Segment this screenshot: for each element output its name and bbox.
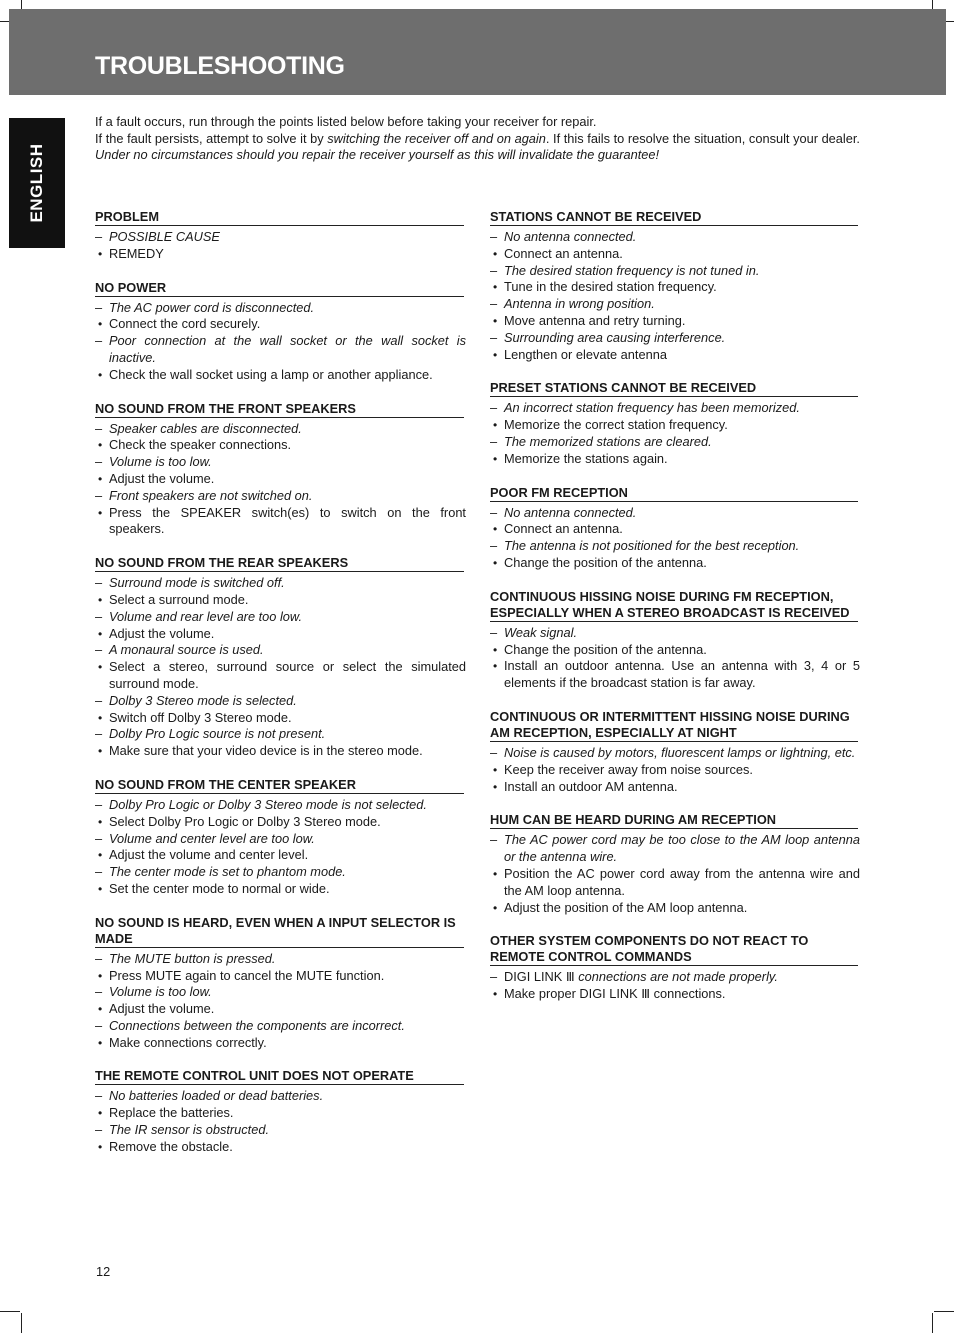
possible-cause — [95, 831, 466, 848]
troubleshoot-section — [95, 280, 466, 384]
bullet-marker: • — [493, 987, 498, 1002]
dash-marker: – — [490, 229, 498, 244]
possible-cause — [95, 693, 466, 710]
dash-marker: – — [95, 1088, 103, 1104]
dash-marker: – — [490, 832, 498, 848]
possible-cause — [490, 625, 860, 642]
bullet-marker: • — [98, 592, 103, 607]
bullet-marker: • — [98, 505, 103, 520]
cause-prefix: DIGI LINK Ⅲ — [504, 969, 575, 985]
possible-cause — [95, 864, 466, 881]
dash-marker: – — [490, 744, 498, 760]
remedy-item — [95, 316, 466, 333]
bullet-marker: • — [493, 659, 498, 674]
item-text: Surrounding area causing interference. — [504, 329, 726, 345]
right-column — [490, 209, 860, 1020]
section-title: HUM CAN BE HEARD DURING AM RECEPTION — [490, 812, 858, 829]
possible-cause — [95, 575, 466, 592]
troubleshoot-section — [490, 380, 860, 467]
remedy-item — [95, 471, 466, 488]
page-number: 12 — [96, 1264, 111, 1279]
bullet-marker: • — [98, 1106, 103, 1121]
section-title: NO SOUND FROM THE FRONT SPEAKERS — [95, 401, 464, 418]
item-text: Connect the cord securely. — [109, 316, 261, 332]
dash-marker: – — [95, 454, 103, 470]
bullet-marker: • — [493, 779, 498, 794]
item-text: Volume and center level are too low. — [109, 830, 315, 846]
dash-marker: – — [95, 692, 103, 708]
bullet-marker: • — [493, 522, 498, 537]
intro-line-2 — [95, 131, 860, 164]
dash-marker: – — [95, 487, 103, 503]
possible-cause — [95, 333, 466, 367]
item-text: Select a stereo, surround source or select the simulated surround mode. — [109, 659, 466, 691]
dash-marker: – — [95, 1017, 103, 1033]
remedy-item — [95, 1035, 466, 1052]
item-text: No antenna connected. — [504, 504, 637, 520]
possible-cause — [490, 400, 860, 417]
possible-cause — [95, 984, 466, 1001]
remedy-item — [95, 1139, 466, 1156]
section-title: NO SOUND FROM THE REAR SPEAKERS — [95, 555, 464, 572]
troubleshoot-section — [490, 709, 860, 795]
dash-marker: – — [490, 296, 498, 312]
remedy-item — [490, 658, 860, 692]
item-text: Remove the obstacle. — [109, 1138, 233, 1154]
remedy-item — [95, 505, 466, 539]
bullet-marker: • — [98, 438, 103, 453]
remedy-item — [490, 642, 860, 659]
bullet-marker: • — [493, 280, 498, 295]
item-text: Dolby Pro Logic or Dolby 3 Stereo mode is not selected. — [109, 796, 427, 812]
remedy-item — [490, 417, 860, 434]
troubleshoot-section — [490, 589, 860, 692]
dash-marker: – — [95, 420, 103, 436]
dash-marker: – — [490, 262, 498, 278]
dash-marker: – — [490, 624, 498, 640]
item-text: An incorrect station frequency has been memorized. — [504, 400, 800, 416]
section-title: PROBLEM — [95, 209, 464, 226]
item-text: Memorize the stations again. — [504, 450, 668, 466]
troubleshoot-section — [95, 915, 466, 1052]
bullet-marker: • — [98, 814, 103, 829]
dash-marker: – — [95, 1122, 103, 1138]
possible-cause — [490, 296, 860, 313]
remedy-item — [95, 437, 466, 454]
troubleshoot-section — [490, 933, 860, 1003]
remedy-item — [95, 367, 466, 384]
item-text: The desired station frequency is not tuned in. — [504, 262, 760, 278]
item-text: Press MUTE again to cancel the MUTE function. — [109, 967, 385, 983]
item-text: The IR sensor is obstructed. — [109, 1122, 270, 1138]
dash-marker: – — [95, 333, 103, 349]
item-text: Dolby 3 Stereo mode is selected. — [109, 692, 297, 708]
item-text: Weak signal. — [504, 624, 578, 640]
section-title: OTHER SYSTEM COMPONENTS DO NOT REACT TO REMOTE CONTROL COMMANDS — [490, 933, 858, 966]
item-text: Select a surround mode. — [109, 591, 249, 607]
intro-text — [95, 114, 860, 164]
possible-cause — [490, 745, 860, 762]
language-tab-label: ENGLISH — [27, 143, 46, 223]
item-text: Poor connection at the wall socket or the wall socket is inactive. — [109, 333, 466, 365]
item-text: Make connections correctly. — [109, 1034, 267, 1050]
remedy-item — [95, 246, 466, 263]
item-text: Replace the batteries. — [109, 1105, 234, 1121]
crop-mark — [21, 1313, 22, 1333]
bullet-marker: • — [493, 555, 498, 570]
remedy-item — [95, 881, 466, 898]
item-text: Tune in the desired station frequency. — [504, 279, 717, 295]
bullet-marker: • — [98, 471, 103, 486]
bullet-marker: • — [98, 1139, 103, 1154]
possible-cause — [95, 1018, 466, 1035]
remedy-item — [95, 659, 466, 693]
bullet-marker: • — [98, 710, 103, 725]
left-column — [95, 209, 466, 1173]
dash-marker: – — [95, 726, 103, 742]
bullet-marker: • — [493, 313, 498, 328]
item-text: Antenna in wrong position. — [504, 296, 655, 312]
item-text: POSSIBLE CAUSE — [109, 229, 220, 244]
possible-cause — [95, 951, 466, 968]
bullet-marker: • — [493, 762, 498, 777]
possible-cause — [490, 434, 860, 451]
remedy-item — [95, 1105, 466, 1122]
remedy-item — [95, 968, 466, 985]
item-text: Adjust the position of the AM loop antenna. — [504, 899, 748, 915]
possible-cause — [95, 300, 466, 317]
dash-marker: – — [490, 969, 498, 985]
possible-cause — [95, 488, 466, 505]
bullet-marker: • — [98, 744, 103, 759]
dash-marker: – — [490, 433, 498, 449]
bullet-marker: • — [98, 317, 103, 332]
item-text: The MUTE button is pressed. — [109, 950, 276, 966]
section-title: POOR FM RECEPTION — [490, 485, 858, 502]
item-text: REMEDY — [109, 245, 164, 261]
dash-marker: – — [490, 504, 498, 520]
bullet-marker: • — [98, 1035, 103, 1050]
remedy-item — [490, 279, 860, 296]
remedy-item — [95, 743, 466, 760]
dash-marker: – — [95, 229, 103, 244]
dash-marker: – — [95, 608, 103, 624]
remedy-item — [490, 347, 860, 364]
item-text: Adjust the volume and center level. — [109, 847, 309, 863]
item-text: Press the SPEAKER switch(es) to switch on the front speakers. — [109, 504, 466, 537]
possible-cause — [95, 454, 466, 471]
item-text: Connect an antenna. — [504, 245, 623, 261]
language-tab — [9, 118, 65, 248]
remedy-item — [490, 451, 860, 468]
dash-marker: – — [95, 575, 103, 591]
remedy-item — [95, 626, 466, 643]
item-text: connections are not made properly. — [574, 969, 778, 985]
dash-marker: – — [95, 984, 103, 1000]
bullet-marker: • — [493, 246, 498, 261]
item-text: Volume is too low. — [109, 984, 212, 1000]
possible-cause — [95, 1122, 466, 1139]
item-text: Make sure that your video device is in the stereo mode. — [109, 743, 423, 759]
intro-emphasis-warning: Under no circumstances should you repair the receiver yourself as this will invalidate the guarantee! — [95, 147, 660, 163]
item-text: Surround mode is switched off. — [109, 575, 285, 591]
remedy-item — [490, 762, 860, 779]
item-text: Memorize the correct station frequency. — [504, 417, 728, 433]
troubleshoot-section — [490, 812, 860, 916]
bullet-marker: • — [98, 968, 103, 983]
troubleshoot-section — [95, 1068, 466, 1155]
item-text: A monaural source is used. — [109, 642, 264, 658]
troubleshoot-section — [490, 209, 860, 363]
item-text: Keep the receiver away from noise sources. — [504, 761, 753, 777]
bullet-marker: • — [493, 418, 498, 433]
section-title: NO SOUND FROM THE CENTER SPEAKER — [95, 777, 464, 794]
item-text: Make proper DIGI LINK Ⅲ connections. — [504, 986, 726, 1002]
bullet-marker: • — [493, 451, 498, 466]
possible-cause — [95, 642, 466, 659]
section-title: CONTINUOUS HISSING NOISE DURING FM RECEPTION, ESPECIALLY WHEN A STEREO BROADCAST IS RECEIVED — [490, 589, 858, 622]
item-text: Dolby Pro Logic source is not present. — [109, 726, 326, 742]
item-text: The center mode is set to phantom mode. — [109, 864, 346, 880]
crop-mark — [0, 1311, 20, 1312]
remedy-item — [95, 1001, 466, 1018]
possible-cause — [490, 832, 860, 866]
section-title: PRESET STATIONS CANNOT BE RECEIVED — [490, 380, 858, 397]
remedy-item — [95, 592, 466, 609]
remedy-item — [490, 900, 860, 917]
page-title: TROUBLESHOOTING — [95, 52, 345, 80]
dash-marker: – — [95, 796, 103, 812]
intro-text-c: . If this fails to resolve the situation, consult your dealer. — [545, 130, 860, 146]
remedy-item — [95, 710, 466, 727]
dash-marker: – — [95, 830, 103, 846]
item-text: Volume is too low. — [109, 454, 212, 470]
title-banner — [9, 9, 946, 95]
item-text: Move antenna and retry turning. — [504, 312, 686, 328]
bullet-marker: • — [98, 367, 103, 382]
section-title: CONTINUOUS OR INTERMITTENT HISSING NOISE DURING AM RECEPTION, ESPECIALLY AT NIGHT — [490, 709, 858, 742]
item-text: Speaker cables are disconnected. — [109, 420, 302, 436]
item-text: Install an outdoor AM antenna. — [504, 778, 678, 794]
item-text: Check the wall socket using a lamp or another appliance. — [109, 366, 433, 382]
item-text: Install an outdoor antenna. Use an antenna with 3, 4 or 5 elements if the broadcast station is far away. — [504, 658, 860, 691]
possible-cause — [95, 229, 466, 246]
item-text: No batteries loaded or dead batteries. — [109, 1088, 324, 1104]
item-text: Change the position of the antenna. — [504, 554, 707, 570]
item-text: The memorized stations are cleared. — [504, 433, 712, 449]
item-text: Change the position of the antenna. — [504, 641, 707, 657]
troubleshoot-section — [490, 485, 860, 572]
troubleshoot-section — [95, 209, 466, 263]
bullet-marker: • — [98, 1002, 103, 1017]
item-text: Noise is caused by motors, fluorescent lamps or lightning, etc. — [504, 744, 856, 760]
item-text: Check the speaker connections. — [109, 437, 292, 453]
item-text: No antenna connected. — [504, 229, 637, 244]
bullet-marker: • — [98, 881, 103, 896]
dash-marker: – — [490, 329, 498, 345]
intro-emphasis-switch: switching the receiver off and on again — [327, 130, 546, 146]
dash-marker: – — [490, 400, 498, 416]
intro-line-1: If a fault occurs, run through the points listed below before taking your receiver for repair. — [95, 114, 597, 129]
possible-cause — [490, 229, 860, 246]
item-text: Volume and rear level are too low. — [109, 608, 303, 624]
possible-cause — [490, 969, 860, 986]
remedy-item — [490, 555, 860, 572]
bullet-marker: • — [98, 660, 103, 675]
crop-mark — [934, 1311, 954, 1312]
item-text: The antenna is not positioned for the best reception. — [504, 538, 800, 554]
possible-cause — [95, 797, 466, 814]
troubleshoot-section — [95, 401, 466, 539]
crop-mark — [932, 1313, 933, 1333]
dash-marker: – — [95, 299, 103, 315]
item-text: Switch off Dolby 3 Stereo mode. — [109, 709, 292, 725]
bullet-marker: • — [98, 246, 103, 261]
dash-marker: – — [95, 642, 103, 658]
possible-cause — [95, 421, 466, 438]
section-title: NO SOUND IS HEARD, EVEN WHEN A INPUT SELECTOR IS MADE — [95, 915, 464, 948]
section-title: THE REMOTE CONTROL UNIT DOES NOT OPERATE — [95, 1068, 464, 1085]
remedy-item — [490, 866, 860, 900]
section-title: STATIONS CANNOT BE RECEIVED — [490, 209, 858, 226]
bullet-marker: • — [493, 900, 498, 915]
item-text: Connections between the components are incorrect. — [109, 1017, 405, 1033]
item-text: Lengthen or elevate antenna — [504, 346, 667, 362]
bullet-marker: • — [493, 866, 498, 881]
remedy-item — [490, 521, 860, 538]
troubleshoot-section — [95, 777, 466, 898]
remedy-item — [490, 313, 860, 330]
item-text: Front speakers are not switched on. — [109, 487, 313, 503]
item-text: Set the center mode to normal or wide. — [109, 880, 330, 896]
section-title: NO POWER — [95, 280, 464, 297]
possible-cause — [490, 505, 860, 522]
possible-cause — [95, 1088, 466, 1105]
bullet-marker: • — [493, 347, 498, 362]
possible-cause — [490, 263, 860, 280]
possible-cause — [95, 609, 466, 626]
remedy-item — [490, 986, 860, 1003]
possible-cause — [490, 330, 860, 347]
bullet-marker: • — [493, 642, 498, 657]
item-text: Adjust the volume. — [109, 1001, 215, 1017]
possible-cause — [490, 538, 860, 555]
item-text: Select Dolby Pro Logic or Dolby 3 Stereo mode. — [109, 813, 381, 829]
item-text: The AC power cord is disconnected. — [109, 299, 315, 315]
remedy-item — [95, 814, 466, 831]
item-text: Adjust the volume. — [109, 625, 215, 641]
remedy-item — [490, 779, 860, 796]
possible-cause — [95, 726, 466, 743]
bullet-marker: • — [98, 848, 103, 863]
troubleshoot-section — [95, 555, 466, 760]
intro-text-a: If the fault persists, attempt to solve it by — [95, 130, 328, 146]
dash-marker: – — [95, 864, 103, 880]
item-text: Position the AC power cord away from the antenna wire and the AM loop antenna. — [504, 865, 860, 898]
remedy-item — [95, 847, 466, 864]
dash-marker: – — [490, 538, 498, 554]
item-text: The AC power cord may be too close to the AM loop antenna or the antenna wire. — [504, 832, 860, 865]
item-text: Adjust the volume. — [109, 470, 215, 486]
remedy-item — [490, 246, 860, 263]
dash-marker: – — [95, 950, 103, 966]
item-text: Connect an antenna. — [504, 521, 623, 537]
bullet-marker: • — [98, 626, 103, 641]
